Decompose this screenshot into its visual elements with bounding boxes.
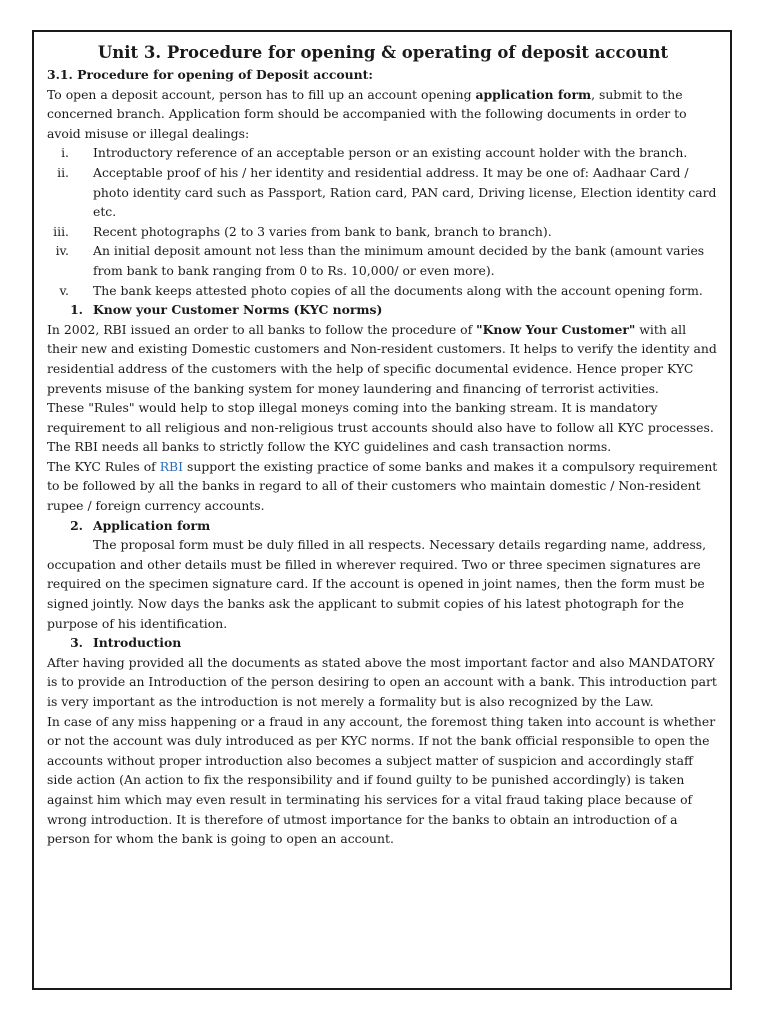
rbi-link[interactable]: RBI (159, 458, 184, 474)
intro-paragraph (47, 85, 719, 144)
list-text: An initial deposit amount not less than the minimum amount decided by the bank (amount varies from bank to bank ranging from 0 to Rs. 10,000/ or even more). (93, 243, 705, 278)
subheading-text: Application form (93, 517, 211, 533)
list-item (47, 222, 719, 242)
list-text: Acceptable proof of his / her identity and residential address. It may be one of: Aadhaar Card / photo identity card such as Passport, Ration card, PAN card, Driving license, Election identity card etc. (93, 164, 717, 220)
kyc-p1-bold: "Know Your Customer" (476, 321, 636, 337)
list-item (47, 281, 719, 301)
list-text: Introductory reference of an acceptable person or an existing account holder with the branch. (93, 145, 688, 161)
section-heading: 3.1. Procedure for opening of Deposit account: (47, 67, 373, 82)
introduction-paragraph-2: In case of any miss happening or a fraud in any account, the foremost thing taken into account is whether or not the account was duly introduced as per KYC norms. If not the bank official responsible to open the accounts without proper introduction also becomes a subject matter of suspicion and accordingly staff side action (An action to fix the responsibility and if found guilty to be punished accordingly) is taken against him which may even result in terminating his services for a vital fraud taking place because of wrong introduction. It is therefore of utmost importance for the banks to obtain an introduction of a person for whom the bank is going to open an account. (47, 713, 716, 847)
kyc-p1-end: with all their new and existing Domestic customers and Non-resident customers. It helps to verify the identity and residential address of the customers with the help of specific documental evidence. Hence proper KYC prevents misuse of the banking system for money laundering and financing of terrorist activities. (47, 321, 717, 396)
intro-bold-term: application form (475, 86, 592, 102)
list-text: The bank keeps attested photo copies of all the documents along with the account opening form. (93, 282, 703, 298)
list-number: i. (61, 145, 69, 161)
kyc-paragraph-3: The RBI needs all banks to strictly follow the KYC guidelines and cash transaction norms. (47, 439, 612, 455)
kyc-paragraph-4 (47, 457, 719, 516)
document-body (47, 41, 719, 849)
list-text: Recent photographs (2 to 3 varies from bank to bank, branch to branch). (93, 223, 552, 239)
kyc-p1-start: In 2002, RBI issued an order to all banks to follow the procedure of (47, 321, 477, 337)
introduction-heading (47, 633, 719, 653)
application-paragraph: The proposal form must be duly filled in all respects. Necessary details regarding name, address, occupation and other details must be filled in wherever required. Two or three specimen signatures are required on the specimen signature card. If the account is opened in joint names, then the form must be signed jointly. Now days the banks ask the applicant to submit copies of his latest photograph for the purpose of his identification. (47, 537, 707, 631)
page-title: Unit 3. Procedure for opening & operating of deposit account (97, 43, 669, 62)
list-item (47, 143, 719, 163)
intro-text-start: To open a deposit account, person has to fill up an account opening (47, 86, 476, 102)
list-item (47, 163, 719, 222)
list-number: v. (59, 282, 69, 298)
list-number: iii. (53, 223, 69, 239)
kyc-paragraph-2: These "Rules" would help to stop illegal moneys coming into the banking stream. It is mandatory requirement to all religious and non-religious trust accounts should also have to follow all KYC processes. (47, 400, 714, 435)
subheading-text: Introduction (93, 635, 182, 651)
list-item (47, 241, 719, 280)
subheading-number: 3. (70, 635, 83, 651)
kyc-p4-start: The KYC Rules of (47, 458, 160, 474)
kyc-p4-end: support the existing practice of some banks and makes it a compulsory requirement to be followed by all the banks in regard to all of their customers who maintain domestic / Non-resident rupee / foreign currency accounts. (47, 458, 718, 514)
application-heading (47, 516, 719, 536)
list-number: iv. (55, 243, 69, 259)
introduction-paragraph-1: After having provided all the documents as stated above the most important factor and also MANDATORY is to provide an Introduction of the person desiring to open an account with a bank. This introduction part is very important as the introduction is not merely a formality but is also recognized by the Law. (47, 654, 717, 709)
intro-text-end: , submit to the concerned branch. Application form should be accompanied with the following documents in order to avoid misuse or illegal dealings: (47, 86, 687, 141)
documents-list (47, 143, 719, 300)
list-number: ii. (57, 164, 69, 180)
kyc-heading (47, 300, 719, 320)
kyc-paragraph-1 (47, 320, 719, 398)
subheading-number: 2. (70, 517, 83, 533)
subheading-text: Know your Customer Norms (KYC norms) (93, 302, 383, 318)
subheading-number: 1. (70, 302, 83, 318)
